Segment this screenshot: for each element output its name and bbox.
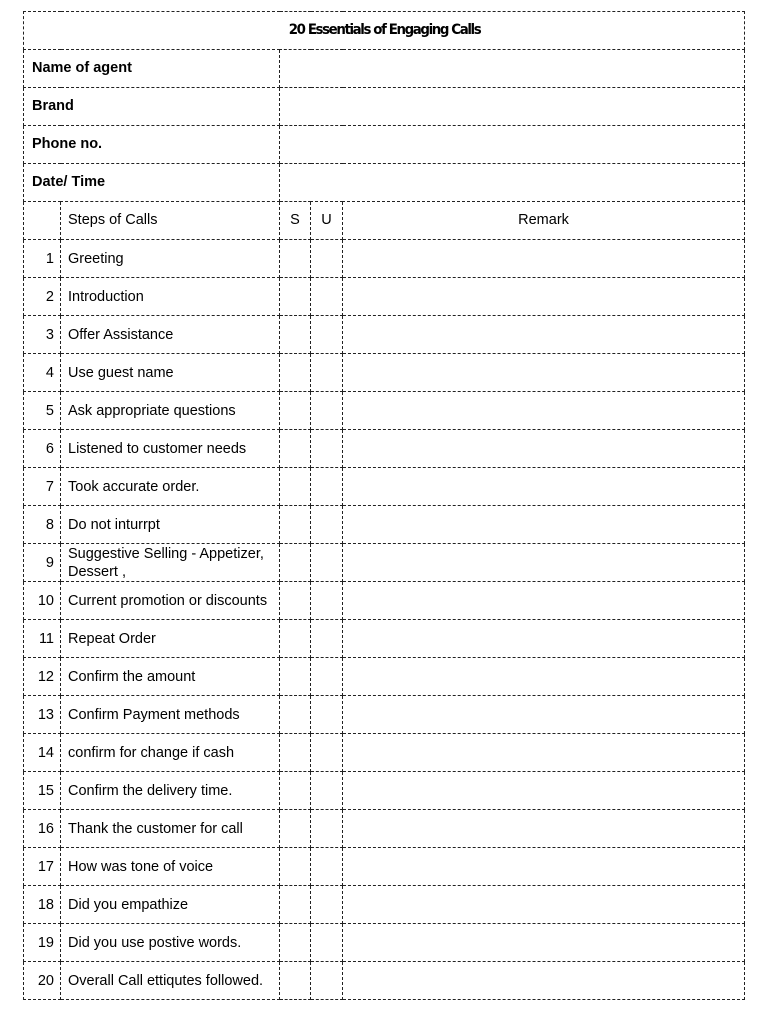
step-number-label: 1 <box>45 250 54 267</box>
step-text <box>61 734 280 772</box>
step-row <box>24 506 745 544</box>
step-text <box>61 696 280 734</box>
step-row <box>24 658 745 696</box>
remark-cell[interactable] <box>343 962 745 1000</box>
step-number <box>24 848 61 886</box>
satisfactory-cell[interactable] <box>280 392 311 430</box>
step-text <box>61 810 280 848</box>
unsatisfactory-cell[interactable] <box>311 278 343 316</box>
step-text <box>61 924 280 962</box>
remark-cell[interactable] <box>343 430 745 468</box>
step-number-label: 20 <box>37 972 54 989</box>
remark-cell[interactable] <box>343 696 745 734</box>
step-text <box>61 240 280 278</box>
step-number-label: 5 <box>45 402 54 419</box>
unsatisfactory-cell[interactable] <box>311 430 343 468</box>
step-number <box>24 658 61 696</box>
satisfactory-cell[interactable] <box>280 278 311 316</box>
step-row <box>24 886 745 924</box>
remark-cell[interactable] <box>343 772 745 810</box>
unsatisfactory-cell[interactable] <box>311 316 343 354</box>
satisfactory-cell[interactable] <box>280 430 311 468</box>
step-text <box>61 772 280 810</box>
step-text-label: Use guest name <box>68 364 174 381</box>
step-text <box>61 392 280 430</box>
u-column-header: U <box>311 202 343 240</box>
step-text <box>61 848 280 886</box>
step-row <box>24 696 745 734</box>
step-row <box>24 392 745 430</box>
step-number <box>24 354 61 392</box>
step-row <box>24 924 745 962</box>
step-number <box>24 772 61 810</box>
step-text <box>61 278 280 316</box>
step-number <box>24 430 61 468</box>
remark-cell[interactable] <box>343 848 745 886</box>
satisfactory-cell[interactable] <box>280 696 311 734</box>
satisfactory-cell[interactable] <box>280 582 311 620</box>
step-row <box>24 962 745 1000</box>
unsatisfactory-cell[interactable] <box>311 620 343 658</box>
step-text-label: Took accurate order. <box>68 478 200 495</box>
phone-field[interactable] <box>280 126 745 164</box>
satisfactory-cell[interactable] <box>280 468 311 506</box>
step-text <box>61 354 280 392</box>
step-number-label: 6 <box>45 440 54 457</box>
satisfactory-cell[interactable] <box>280 924 311 962</box>
step-row <box>24 430 745 468</box>
remark-cell[interactable] <box>343 924 745 962</box>
step-number-label: 17 <box>37 858 54 875</box>
step-number <box>24 506 61 544</box>
step-row <box>24 848 745 886</box>
satisfactory-cell[interactable] <box>280 506 311 544</box>
step-text <box>61 430 280 468</box>
step-text <box>61 582 280 620</box>
step-text-label: Did you empathize <box>68 896 189 913</box>
unsatisfactory-cell[interactable] <box>311 734 343 772</box>
unsatisfactory-cell[interactable] <box>311 810 343 848</box>
remark-cell[interactable] <box>343 316 745 354</box>
satisfactory-cell[interactable] <box>280 772 311 810</box>
step-number <box>24 886 61 924</box>
step-row <box>24 278 745 316</box>
satisfactory-cell[interactable] <box>280 354 311 392</box>
unsatisfactory-cell[interactable] <box>311 468 343 506</box>
unsatisfactory-cell[interactable] <box>311 848 343 886</box>
remark-cell[interactable] <box>343 354 745 392</box>
step-text-label: Ask appropriate questions <box>68 402 236 419</box>
step-number <box>24 544 61 582</box>
step-text-label: Offer Assistance <box>68 326 174 343</box>
step-text-label: Listened to customer needs <box>68 440 247 457</box>
satisfactory-cell[interactable] <box>280 658 311 696</box>
step-text <box>61 962 280 1000</box>
remark-cell[interactable] <box>343 240 745 278</box>
remark-cell[interactable] <box>343 734 745 772</box>
step-number <box>24 734 61 772</box>
step-number-label: 2 <box>45 288 54 305</box>
remark-cell[interactable] <box>343 392 745 430</box>
step-number-label: 4 <box>45 364 54 381</box>
step-row <box>24 544 745 582</box>
step-number <box>24 696 61 734</box>
agent-name-field[interactable] <box>280 50 745 88</box>
remark-cell[interactable] <box>343 506 745 544</box>
step-number-label: 11 <box>38 630 54 647</box>
remark-cell[interactable] <box>343 278 745 316</box>
step-text <box>61 620 280 658</box>
step-number-label: 9 <box>45 554 54 571</box>
step-number <box>24 582 61 620</box>
phone-label: Phone no. <box>24 126 280 164</box>
step-text <box>61 886 280 924</box>
date-time-field[interactable] <box>280 164 745 202</box>
step-number <box>24 468 61 506</box>
remark-cell[interactable] <box>343 582 745 620</box>
step-text-label: Did you use postive words. <box>68 934 242 951</box>
step-number <box>24 316 61 354</box>
step-number-label: 12 <box>37 668 54 685</box>
unsatisfactory-cell[interactable] <box>311 658 343 696</box>
step-text-label: Greeting <box>68 250 124 267</box>
unsatisfactory-cell[interactable] <box>311 696 343 734</box>
remark-column-header: Remark <box>343 202 745 240</box>
step-text <box>61 506 280 544</box>
step-text-label: Suggestive Selling - Appetizer, Dessert , <box>68 545 264 580</box>
step-row <box>24 734 745 772</box>
step-text <box>61 468 280 506</box>
step-row <box>24 772 745 810</box>
step-text-label: Current promotion or discounts <box>68 592 268 609</box>
satisfactory-cell[interactable] <box>280 810 311 848</box>
steps-column-header: Steps of Calls <box>61 202 280 240</box>
step-row <box>24 582 745 620</box>
unsatisfactory-cell[interactable] <box>311 506 343 544</box>
unsatisfactory-cell[interactable] <box>311 354 343 392</box>
step-number-label: 13 <box>37 706 54 723</box>
remark-cell[interactable] <box>343 810 745 848</box>
step-text-label: Confirm Payment methods <box>68 706 240 723</box>
step-text-label: Confirm the delivery time. <box>68 782 233 799</box>
step-number <box>24 620 61 658</box>
s-column-header: S <box>280 202 311 240</box>
step-number-label: 16 <box>37 820 54 837</box>
step-number-label: 18 <box>37 896 54 913</box>
step-row <box>24 468 745 506</box>
satisfactory-cell[interactable] <box>280 734 311 772</box>
agent-name-label: Name of agent <box>24 50 280 88</box>
step-number-label: 3 <box>45 326 54 343</box>
evaluation-form-table <box>23 11 745 1000</box>
step-number <box>24 392 61 430</box>
step-text-label: confirm for change if cash <box>68 744 235 761</box>
date-time-label: Date/ Time <box>24 164 280 202</box>
brand-field[interactable] <box>280 88 745 126</box>
brand-label: Brand <box>24 88 280 126</box>
satisfactory-cell[interactable] <box>280 962 311 1000</box>
step-number <box>24 810 61 848</box>
step-number-label: 19 <box>37 934 54 951</box>
step-text-label: Overall Call ettiqutes followed. <box>68 972 264 989</box>
step-text <box>61 544 280 582</box>
satisfactory-cell[interactable] <box>280 240 311 278</box>
remark-cell[interactable] <box>343 886 745 924</box>
remark-cell[interactable] <box>343 620 745 658</box>
step-text-label: Introduction <box>68 288 144 305</box>
step-text-label: Thank the customer for call <box>68 820 243 837</box>
step-row <box>24 354 745 392</box>
satisfactory-cell[interactable] <box>280 544 311 582</box>
unsatisfactory-cell[interactable] <box>311 582 343 620</box>
step-text-label: Do not inturrpt <box>68 516 160 533</box>
remark-cell[interactable] <box>343 658 745 696</box>
step-row <box>24 620 745 658</box>
step-number-label: 14 <box>37 744 54 761</box>
step-row <box>24 240 745 278</box>
satisfactory-cell[interactable] <box>280 886 311 924</box>
step-number <box>24 240 61 278</box>
unsatisfactory-cell[interactable] <box>311 924 343 962</box>
unsatisfactory-cell[interactable] <box>311 772 343 810</box>
step-text-label: Confirm the amount <box>68 668 196 685</box>
unsatisfactory-cell[interactable] <box>311 392 343 430</box>
step-number <box>24 924 61 962</box>
number-column-header <box>24 202 61 240</box>
remark-cell[interactable] <box>343 544 745 582</box>
satisfactory-cell[interactable] <box>280 620 311 658</box>
step-number-label: 15 <box>37 782 54 799</box>
step-text <box>61 658 280 696</box>
step-text-label: How was tone of voice <box>68 858 214 875</box>
step-number-label: 8 <box>45 516 54 533</box>
step-text-label: Repeat Order <box>68 630 156 647</box>
step-number-label: 7 <box>45 478 54 495</box>
step-row <box>24 810 745 848</box>
step-text <box>61 316 280 354</box>
unsatisfactory-cell[interactable] <box>311 544 343 582</box>
step-number <box>24 278 61 316</box>
satisfactory-cell[interactable] <box>280 316 311 354</box>
unsatisfactory-cell[interactable] <box>311 962 343 1000</box>
step-number <box>24 962 61 1000</box>
satisfactory-cell[interactable] <box>280 848 311 886</box>
step-number-label: 10 <box>37 592 54 609</box>
unsatisfactory-cell[interactable] <box>311 886 343 924</box>
step-row <box>24 316 745 354</box>
form-title: 20 Essentials of Engaging Calls <box>52 12 715 50</box>
remark-cell[interactable] <box>343 468 745 506</box>
unsatisfactory-cell[interactable] <box>311 240 343 278</box>
